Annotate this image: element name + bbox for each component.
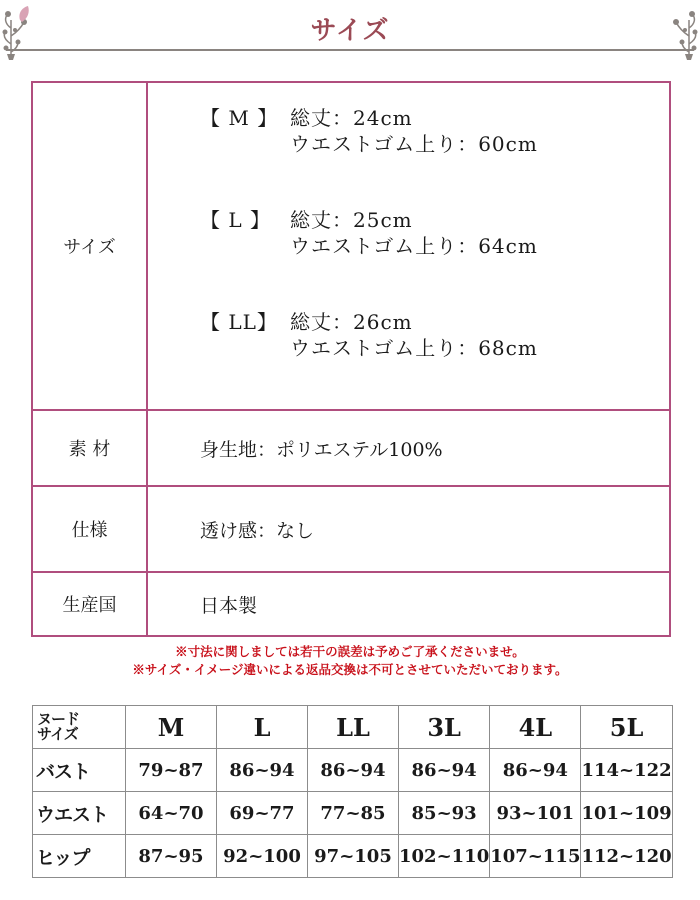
size-entry-l [200, 207, 538, 259]
column-header: 3L [399, 706, 490, 749]
table-cell: 101~109 [581, 792, 672, 835]
table-cell: 102~110 [399, 835, 490, 878]
table-cell: 79~87 [126, 749, 217, 792]
total-length: 総丈：25cm [290, 208, 413, 232]
spec-value-features: 透け感：なし [200, 519, 315, 542]
spec-row-country [33, 571, 669, 635]
waist-measure: ウエストゴム上り：60cm [290, 132, 538, 156]
row-header: ウエスト [33, 792, 126, 835]
table-cell: 107~115 [490, 835, 581, 878]
table-cell: 93~101 [490, 792, 581, 835]
row-header: バスト [33, 749, 126, 792]
spec-value-material: 身生地：ポリエステル100% [200, 438, 443, 461]
table-cell: 86~94 [399, 749, 490, 792]
total-length: 総丈：24cm [290, 106, 413, 130]
size-tag: 【 LL】 [200, 310, 278, 334]
size-entry-m [200, 105, 538, 157]
table-cell: 114~122 [581, 749, 672, 792]
note-line: ※寸法に関しましては若干の誤差は予めご了承くださいませ。 [175, 644, 525, 659]
spec-label-material: 素 材 [33, 411, 148, 485]
table-row [33, 792, 673, 835]
floral-ornament-icon [668, 8, 698, 63]
spec-label-features: 仕様 [33, 487, 148, 571]
note-line: ※サイズ・イメージ違いによる返品交換は不可とさせていただいております。 [132, 662, 568, 677]
table-cell: 86~94 [490, 749, 581, 792]
size-entry-ll [200, 309, 538, 361]
corner-label-line: サイズ [37, 725, 78, 743]
table-cell: 86~94 [308, 749, 399, 792]
nude-size-table [32, 705, 673, 878]
table-cell: 64~70 [126, 792, 217, 835]
page-title: サイズ [310, 16, 390, 46]
spec-row-features [33, 485, 669, 571]
spec-row-size [33, 83, 669, 409]
size-tag: 【 M 】 [200, 106, 279, 130]
corner-label [33, 706, 126, 749]
table-cell: 87~95 [126, 835, 217, 878]
column-header: LL [308, 706, 399, 749]
row-header: ヒップ [33, 835, 126, 878]
waist-measure: ウエストゴム上り：64cm [290, 234, 538, 258]
waist-measure: ウエストゴム上り：68cm [290, 336, 538, 360]
disclaimer-notes [0, 643, 700, 679]
column-header: 5L [581, 706, 672, 749]
spec-row-material [33, 409, 669, 485]
table-row [33, 749, 673, 792]
spec-label-size: サイズ [33, 83, 148, 409]
column-header: 4L [490, 706, 581, 749]
table-cell: 85~93 [399, 792, 490, 835]
table-cell: 92~100 [217, 835, 308, 878]
table-cell: 77~85 [308, 792, 399, 835]
table-row [33, 835, 673, 878]
table-cell: 97~105 [308, 835, 399, 878]
table-cell: 69~77 [217, 792, 308, 835]
spec-table [31, 81, 671, 637]
spec-label-country: 生産国 [33, 573, 148, 635]
total-length: 総丈：26cm [290, 310, 413, 334]
header-divider [6, 49, 694, 51]
section-header [0, 0, 700, 70]
table-header-row [33, 706, 673, 749]
table-cell: 86~94 [217, 749, 308, 792]
spec-value-country: 日本製 [200, 594, 258, 617]
size-tag: 【 L 】 [200, 208, 271, 232]
table-cell: 112~120 [581, 835, 672, 878]
corner-label-line: ヌード [37, 710, 80, 728]
column-header: M [126, 706, 217, 749]
column-header: L [217, 706, 308, 749]
